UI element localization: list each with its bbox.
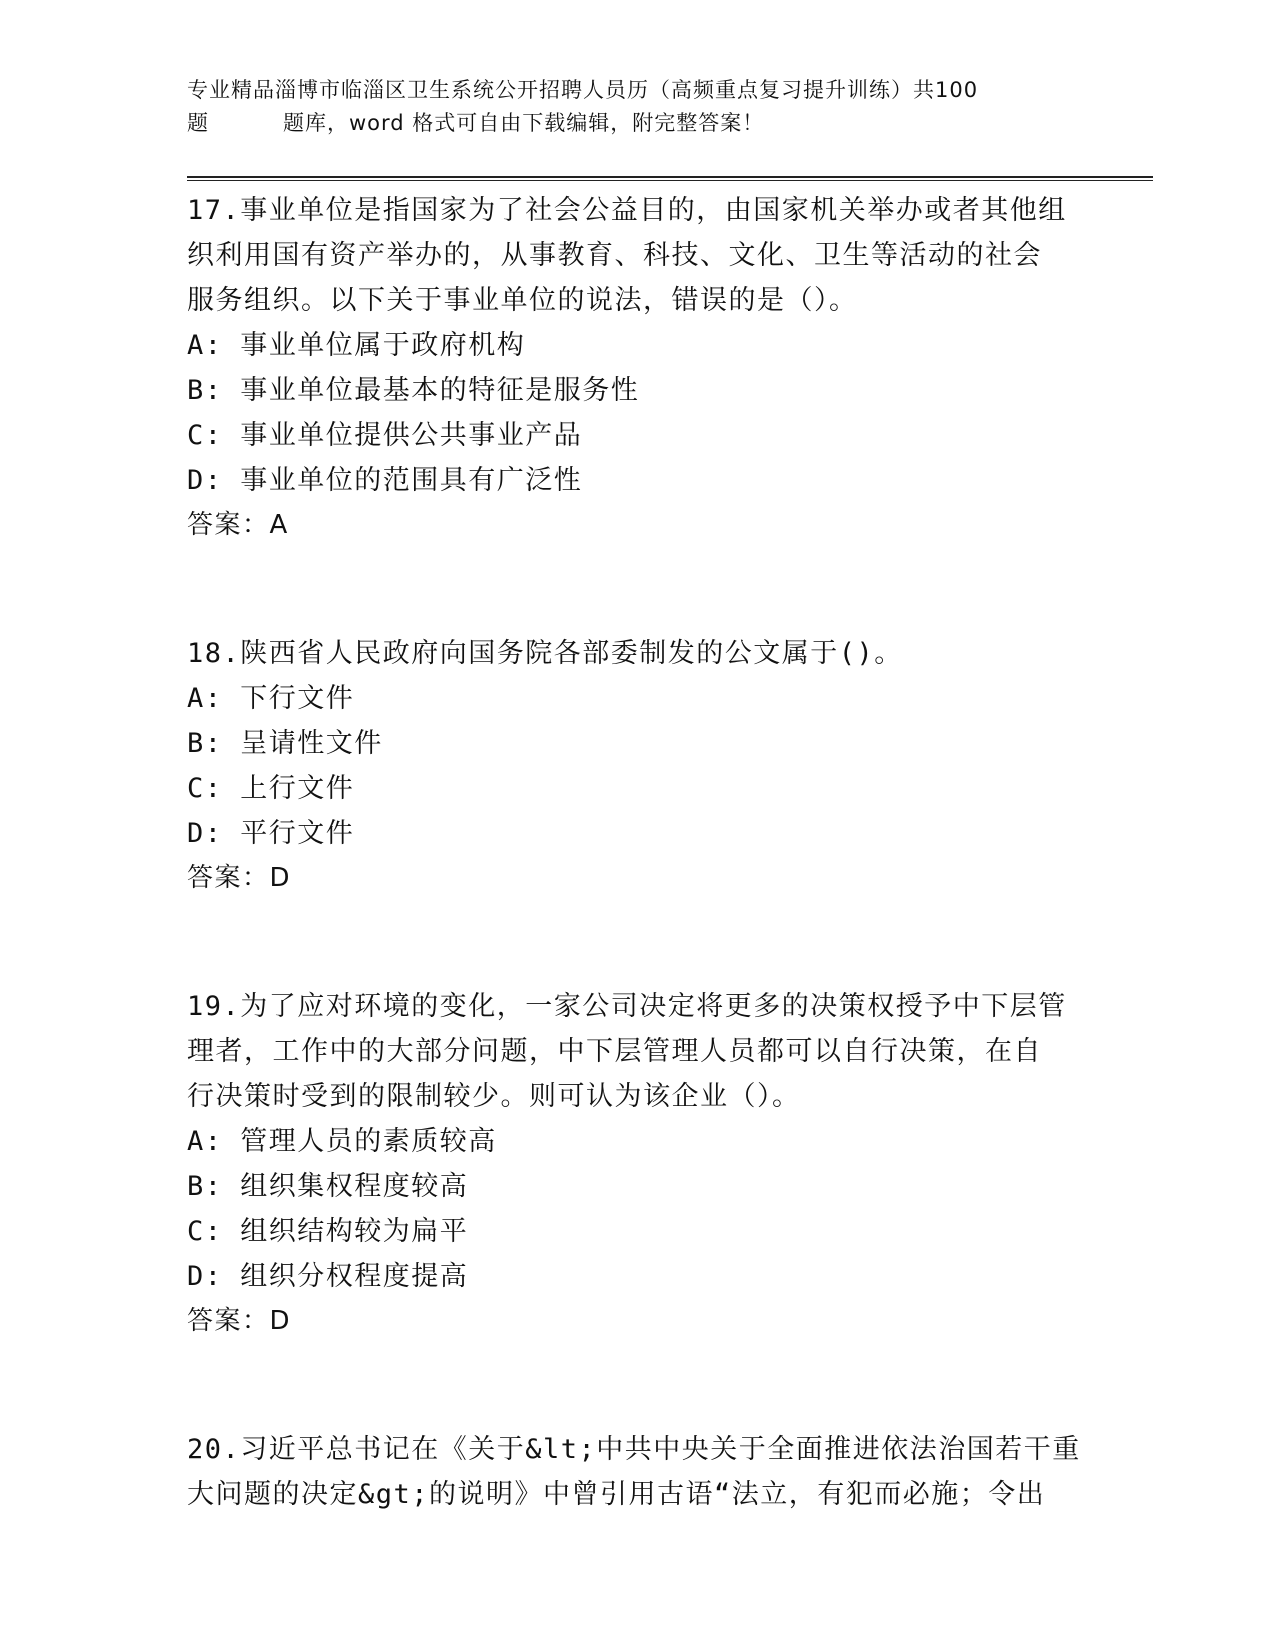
question-stem-line: 织利用国有资产举办的，从事教育、科技、文化、卫生等活动的社会 (187, 240, 1042, 271)
option-c: C: 事业单位提供公共事业产品 (187, 420, 583, 451)
header-title-fragment-2: 题库，word 格式可自由下载编辑，附完整答案！ (283, 111, 765, 135)
option-d: D: 事业单位的范围具有广泛性 (187, 465, 583, 496)
question-18 (187, 631, 1087, 901)
question-gap (187, 901, 1087, 984)
question-gap (187, 548, 1087, 631)
question-20 (187, 1427, 1087, 1517)
header-title-line-1: 专业精品淄博市临淄区卫生系统公开招聘人员历（高频重点复习提升训练）共100 (187, 78, 979, 102)
option-c: C: 上行文件 (187, 773, 355, 804)
question-19 (187, 984, 1087, 1344)
question-stem-line: 理者，工作中的大部分问题，中下层管理人员都可以自行决策，在自 (187, 1036, 1042, 1067)
question-17 (187, 188, 1087, 548)
option-a: A: 事业单位属于政府机构 (187, 330, 526, 361)
answer-label: 答案：A (187, 510, 289, 540)
question-stem-line: 19.为了应对环境的变化，一家公司决定将更多的决策权授予中下层管 (187, 991, 1067, 1022)
question-gap (187, 1344, 1087, 1427)
option-a: A: 下行文件 (187, 683, 355, 714)
answer-label: 答案：D (187, 1306, 292, 1336)
option-a: A: 管理人员的素质较高 (187, 1126, 497, 1157)
question-stem-line: 17.事业单位是指国家为了社会公益目的，由国家机关举办或者其他组 (187, 195, 1067, 226)
question-stem-line: 20.习近平总书记在《关于&lt;中共中央关于全面推进依法治国若干重 (187, 1434, 1081, 1465)
question-list (187, 188, 1087, 1517)
option-b: B: 组织集权程度较高 (187, 1171, 469, 1202)
option-d: D: 平行文件 (187, 818, 355, 849)
question-stem-line: 大问题的决定&gt;的说明》中曾引用古语“法立，有犯而必施；令出 (187, 1479, 1046, 1510)
header-divider (187, 176, 1153, 181)
question-stem-line: 18.陕西省人民政府向国务院各部委制发的公文属于()。 (187, 638, 903, 669)
option-c: C: 组织结构较为扁平 (187, 1216, 469, 1247)
question-stem-line: 行决策时受到的限制较少。则可认为该企业（）。 (187, 1081, 801, 1112)
header-title-line-2 (187, 107, 1107, 140)
option-b: B: 事业单位最基本的特征是服务性 (187, 375, 640, 406)
option-d: D: 组织分权程度提高 (187, 1261, 469, 1292)
question-stem-line: 服务组织。以下关于事业单位的说法，错误的是（）。 (187, 285, 858, 316)
option-b: B: 呈请性文件 (187, 728, 383, 759)
header-title-fragment: 题 (187, 111, 209, 135)
answer-label: 答案：D (187, 863, 292, 893)
page-header (187, 74, 1107, 140)
